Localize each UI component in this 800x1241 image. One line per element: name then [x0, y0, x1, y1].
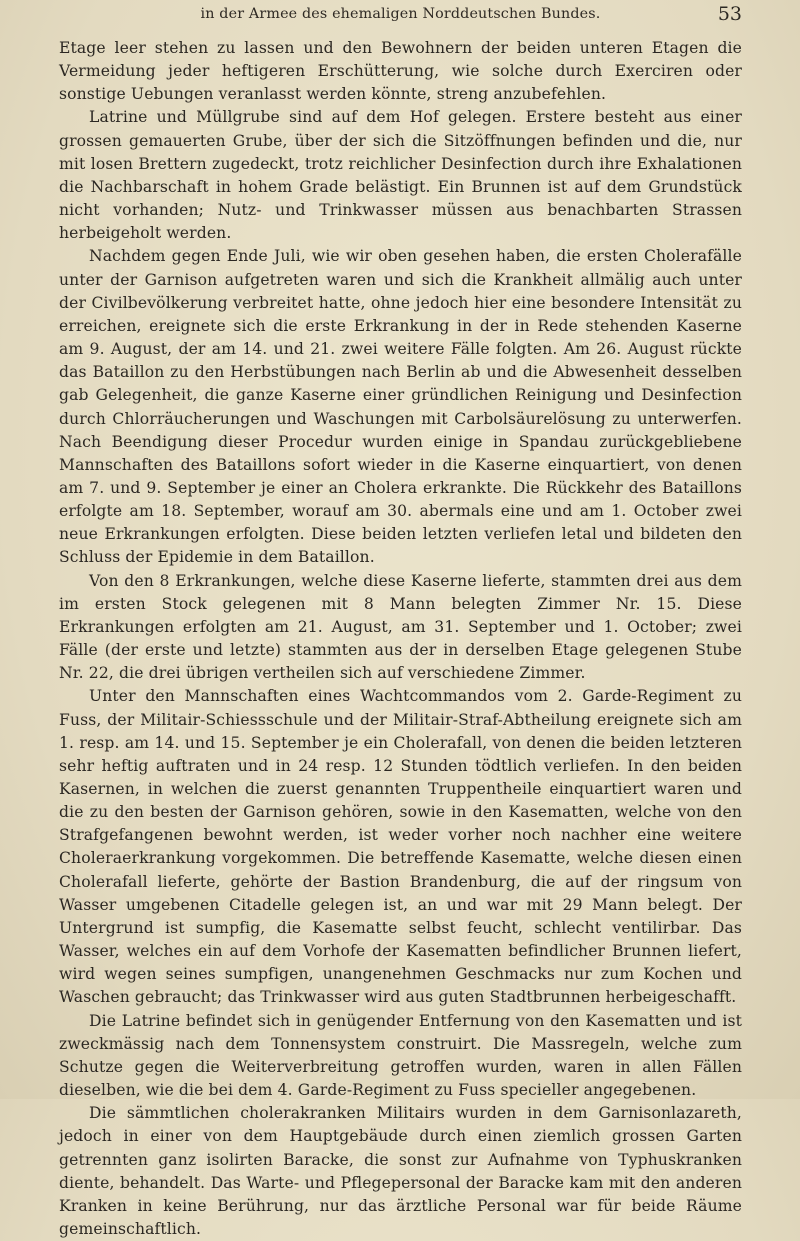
paragraph-cholera-course: Nachdem gegen Ende Juli, wie wir oben gesehen haben, die ersten Cholerafälle unter der Garnison aufgetreten waren und sich die Krankheit allmälig auch unter der Civilbevölkerung verbreitet hatte, ohne jedoch hier eine besondere Intensität zu erreichen, ereignete sich die erste Erkrankung in der in Rede stehenden Kaserne am 9. August, der am 14. und 21. zwei weitere Fälle folgten. Am 26. August rückte das Bataillon zu den Herbstübungen nach Berlin ab und die Abwesenheit desselben gab Gelegenheit, die ganze Kaserne einer gründlichen Reinigung und Desinfection durch Chlorräucherungen und Waschungen mit Carbolsäurelösung zu unterwerfen. Nach Beendigung dieser Procedur wurden einige in Spandau zurückgebliebene Mannschaften des Bataillons sofort wieder in die Kaserne einquartiert, von denen am 7. und 9. September je einer an Cholera erkrankte. Die Rückkehr des Bataillons erfolgte am 18. September, worauf am 30. abermals eine und am 1. October zwei neue Erkrankungen erfolgten. Diese beiden letzten verliefen letal und bildeten den Schluss der Epidemie in dem Bataillon.	[59, 247, 742, 567]
paragraph-lazareth: Die sämmtlichen cholerakranken Militairs wurden in dem Garnisonlazareth, jedoch in einer von dem Hauptgebäude durch einen ziemlich grossen Garten getrennten ganz isolirten Baracke, die sonst zur Aufnahme von Typhuskranken diente, behandelt. Das Warte- und Pflegepersonal der Baracke kam mit den anderen Kranken in keine Berührung, nur das ärztliche Personal war für beide Räume gemeinschaftlich.	[59, 1104, 742, 1238]
paragraph-room-cases: Von den 8 Erkrankungen, welche diese Kaserne lieferte, stammten drei aus dem im ersten Stock gelegenen mit 8 Mann belegten Zimmer Nr. 15. Diese Erkrankungen erfolgten am 21. August, am 31. September und 1. October; zwei Fälle (der erste und letzte) stammten aus der in derselben Etage gelegenen Stube Nr. 22, die drei übrigen vertheilen sich auf verschiedene Zimmer.	[59, 571, 742, 683]
paragraph-latrine-measures: Die Latrine befindet sich in genügender Entfernung von den Kasematten und ist zweckmässig nach dem Tonnensystem construirt. Die Massregeln, welche zum Schutze gegen die Weiterverbreitung getroffen wurden, waren in allen Fällen dieselben, wie die bei dem 4. Garde-Regiment zu Fuss specieller angegebenen.	[59, 1011, 742, 1100]
paragraph-other-units: Unter den Mannschaften eines Wachtcommandos vom 2. Garde-Regiment zu Fuss, der Militair-Schiessschule und der Militair-Straf-Abtheilung ereignete sich am 1. resp. am 14. und 15. September je ein Cholerafall, von denen die beiden letzteren sehr heftig auftraten und in 24 resp. 12 Stunden tödtlich verliefen. In den beiden Kasernen, in welchen die zuerst genannten Truppentheile einquartiert waren und die zu den besten der Garnison gehören, sowie in den Kasematten, welche von den Strafgefangenen bewohnt werden, ist weder vorher noch nachher eine weitere Choleraerkrankung vorgekommen. Die betreffende Kasematte, welche diesen einen Cholerafall lieferte, gehörte der Bastion Brandenburg, die auf der ringsum von Wasser umgebenen Citadelle gelegen ist, an und war mit 29 Mann belegt. Der Untergrund ist sumpfig, die Kasematte selbst feucht, schlecht ventilirbar. Das Wasser, welches ein auf dem Vorhofe der Kasematten befindlicher Brunnen liefert, wird wegen seines sumpfigen, unangenehmen Geschmacks nur zum Kochen und Waschen gebraucht; das Trinkwasser wird aus guten Stadtbrunnen herbeigeschafft.	[59, 687, 742, 1007]
body-text	[59, 37, 742, 1241]
page-number: 53	[717, 3, 742, 25]
paragraph-latrine: Latrine und Müllgrube sind auf dem Hof gelegen. Erstere besteht aus einer grossen gemauerten Grube, über der sich die Sitzöffnungen befinden und die, nur mit losen Brettern zugedeckt, trotz reichlicher Desinfection durch ihre Exhalationen die Nachbarschaft in hohem Grade belästigt. Ein Brunnen ist auf dem Grundstück nicht vorhanden; Nutz- und Trinkwasser müssen aus benachbarten Strassen herbeigeholt werden.	[59, 108, 742, 243]
running-title: in der Armee des ehemaligen Norddeutschen Bundes.	[200, 6, 601, 22]
paragraph-continuation: Etage leer stehen zu lassen und den Bewohnern der beiden unteren Etagen die Vermeidung jeder heftigeren Erschütterung, wie solche durch Exerciren oder sonstige Uebungen veranlasst werden könnte, streng anzubefehlen.	[59, 39, 742, 104]
running-head	[59, 0, 742, 28]
